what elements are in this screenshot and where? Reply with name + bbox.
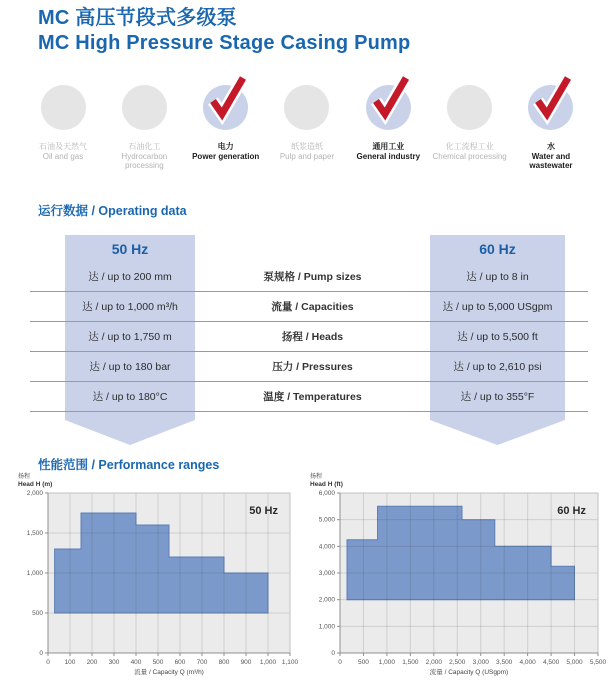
value-50hz: 达 / up to 1,750 m	[88, 331, 172, 343]
industry-item	[24, 85, 102, 171]
performance-chart-50hz	[16, 469, 298, 685]
x-axis-label: 流量 / Capacity Q (USgpm)	[429, 669, 509, 676]
operating-data-row	[30, 292, 588, 322]
industry-label-en: Power generation	[192, 151, 260, 161]
y-axis-label-cn: 扬程	[310, 474, 323, 480]
y-tick-label: 2,000	[26, 490, 43, 497]
chart-frequency-label: 60 Hz	[557, 505, 586, 517]
x-tick-label: 1,000	[378, 659, 396, 666]
checkmark-icon	[531, 73, 571, 123]
x-tick-label: 3,000	[472, 659, 489, 666]
operating-data-row	[30, 322, 588, 352]
industry-circle	[447, 85, 492, 130]
x-tick-label: 4,500	[542, 659, 560, 666]
x-tick-label: 700	[196, 659, 208, 666]
operating-data-row	[30, 352, 588, 382]
industry-label-en: Pulp and paper	[279, 151, 335, 161]
parameter-label: 流量 / Capacities	[271, 301, 354, 313]
x-tick-label: 200	[86, 659, 98, 666]
checkmark-icon	[206, 73, 246, 123]
x-tick-label: 1,000	[259, 659, 277, 666]
industry-item	[512, 85, 590, 171]
y-tick-label: 0	[331, 650, 335, 657]
y-axis-label: Head H (ft)	[310, 481, 343, 488]
industry-label-en: Water and wastewater	[529, 151, 573, 170]
industry-label-cn: 纸浆造纸	[290, 142, 323, 151]
parameter-label: 泵规格 / Pump sizes	[263, 271, 362, 283]
industry-circle-checked	[528, 85, 573, 130]
value-60hz: 达 / up to 2,610 psi	[453, 361, 542, 373]
page-title-en: MC High Pressure Stage Casing Pump	[38, 32, 411, 54]
y-tick-label: 1,000	[318, 623, 335, 631]
y-tick-label: 3,000	[318, 570, 335, 577]
operating-data-title: 运行数据 / Operating data	[38, 204, 187, 218]
industry-item	[105, 85, 183, 171]
value-60hz: 达 / up to 8 in	[466, 271, 529, 283]
x-tick-label: 300	[108, 659, 120, 666]
industry-label-cn: 通用工业	[372, 142, 405, 151]
value-50hz: 达 / up to 1,000 m³/h	[82, 301, 178, 313]
y-tick-label: 1,000	[26, 570, 43, 577]
performance-chart-60hz	[308, 469, 606, 685]
value-60hz: 达 / up to 5,500 ft	[457, 331, 538, 343]
x-tick-label: 1,100	[281, 659, 298, 666]
industry-label-cn: 水	[546, 142, 555, 151]
y-tick-label: 1,500	[26, 530, 43, 537]
industry-item	[349, 85, 427, 171]
industry-circle-checked	[366, 85, 411, 130]
industry-label-en: Hydrocarbon processing	[121, 151, 168, 170]
checkmark-icon	[369, 73, 409, 123]
x-tick-label: 800	[218, 659, 230, 666]
x-tick-label: 2,000	[425, 659, 442, 666]
industry-label-en: Oil and gas	[42, 151, 84, 161]
value-60hz: 达 / up to 355°F	[460, 391, 535, 403]
value-60hz: 达 / up to 5,000 USgpm	[442, 301, 553, 313]
x-tick-label: 900	[240, 659, 252, 666]
industry-label-cn: 电力	[217, 142, 234, 151]
y-tick-label: 6,000	[318, 490, 335, 497]
industries-row	[24, 85, 590, 171]
x-tick-label: 600	[174, 659, 186, 666]
performance-ranges-title: 性能范围 / Performance ranges	[38, 458, 220, 472]
y-tick-label: 4,000	[318, 543, 335, 551]
industry-item	[431, 85, 509, 171]
chart-frequency-label: 50 Hz	[249, 505, 278, 517]
operating-data-row	[30, 382, 588, 412]
parameter-label: 扬程 / Heads	[281, 331, 344, 343]
page-header	[38, 6, 410, 56]
x-tick-label: 500	[152, 659, 164, 666]
x-tick-label: 5,500	[589, 659, 606, 666]
industry-label-cn: 化工流程工业	[445, 142, 494, 151]
industry-circle	[122, 85, 167, 130]
x-tick-label: 1,500	[402, 659, 419, 666]
x-tick-label: 100	[64, 659, 76, 666]
y-tick-label: 2,000	[318, 596, 335, 604]
value-50hz: 达 / up to 180°C	[92, 391, 168, 403]
page-title-cn: MC 高压节段式多级泵	[38, 7, 237, 29]
x-tick-label: 4,000	[519, 659, 536, 666]
x-axis-label: 流量 / Capacity Q (m³/h)	[134, 669, 204, 676]
parameter-label: 压力 / Pressures	[272, 361, 353, 373]
x-tick-label: 0	[46, 659, 50, 666]
industry-label-en: General industry	[356, 151, 421, 161]
industry-label-cn: 石油及天然气	[39, 142, 87, 151]
industry-item	[187, 85, 265, 171]
industry-label-cn: 石油化工	[128, 142, 161, 151]
operating-data-row	[30, 262, 588, 292]
column-header-60hz: 60 Hz	[479, 240, 516, 257]
operating-data-rows	[30, 262, 588, 412]
x-tick-label: 400	[130, 659, 142, 666]
industry-circle	[41, 85, 86, 130]
value-50hz: 达 / up to 200 mm	[88, 271, 172, 283]
industry-circle-checked	[203, 85, 248, 130]
x-tick-label: 5,000	[566, 659, 583, 666]
x-tick-label: 2,500	[449, 659, 466, 666]
industry-circle	[284, 85, 329, 130]
y-tick-label: 5,000	[318, 516, 335, 524]
x-tick-label: 3,500	[496, 659, 513, 666]
operating-data-table	[30, 235, 588, 480]
value-50hz: 达 / up to 180 bar	[89, 361, 171, 373]
parameter-label: 温度 / Temperatures	[263, 391, 362, 403]
industry-label-en: Chemical processing	[432, 151, 507, 161]
y-axis-label: Head H (m)	[18, 481, 53, 488]
column-header-50hz: 50 Hz	[111, 240, 149, 257]
y-axis-label-cn: 扬程	[18, 474, 31, 480]
x-tick-label: 500	[358, 659, 369, 666]
x-tick-label: 0	[338, 659, 342, 666]
y-tick-label: 500	[32, 610, 43, 617]
industry-item	[268, 85, 346, 171]
charts-row	[16, 469, 606, 685]
y-tick-label: 0	[39, 650, 43, 657]
